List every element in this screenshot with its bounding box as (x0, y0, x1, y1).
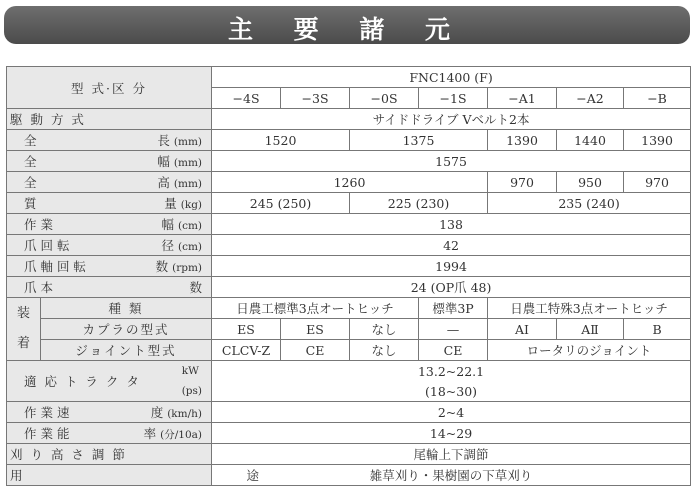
coupler-value: なし (350, 319, 419, 340)
variant-label: −3S (281, 88, 350, 109)
table-row (7, 151, 691, 172)
joint-value: CE (419, 340, 488, 361)
table-row (7, 465, 691, 486)
tractor-kw-value: 13.2~22.1 (212, 361, 691, 382)
title-banner (4, 6, 690, 44)
variant-label: −B (624, 88, 691, 109)
joint-value: CLCV-Z (212, 340, 281, 361)
height-value: 970 (624, 172, 691, 193)
height-value: 1260 (212, 172, 488, 193)
row-label-length: 全 長 (mm) (7, 130, 212, 151)
row-label-tractor: 適 応 ト ラ ク タ kW (ps) (7, 361, 212, 402)
variant-label: −0S (350, 88, 419, 109)
length-value: 1440 (557, 130, 624, 151)
coupler-value: AⅡ (557, 319, 624, 340)
row-label-claw-radius: 爪 回 転 径 (cm) (7, 235, 212, 256)
efficiency-value: 14~29 (212, 423, 691, 444)
page-title: 主 要 諸 元 (227, 15, 467, 44)
table-row (7, 256, 691, 277)
variant-label: −4S (212, 88, 281, 109)
table-row (7, 172, 691, 193)
length-value: 1375 (350, 130, 488, 151)
usage-value: 雑草刈り・果樹園の下草刈り (212, 465, 691, 486)
variant-label: −A1 (488, 88, 557, 109)
row-label-efficiency: 作 業 能 率 (分/10a) (7, 423, 212, 444)
mass-value: 245 (250) (212, 193, 350, 214)
model-name: FNC1400 (F) (212, 67, 691, 88)
joint-value: CE (281, 340, 350, 361)
variant-label: −1S (419, 88, 488, 109)
claw-radius-value: 42 (212, 235, 691, 256)
speed-value: 2~4 (212, 402, 691, 423)
hitch-type-value: 日農工標準3点オートヒッチ (212, 298, 419, 319)
table-row (7, 361, 691, 382)
coupler-value: AⅠ (488, 319, 557, 340)
claw-count-value: 24 (OP爪 48) (212, 277, 691, 298)
table-row (7, 319, 691, 340)
row-label-speed: 作 業 速 度 (km/h) (7, 402, 212, 423)
height-value: 950 (557, 172, 624, 193)
width-value: 1575 (212, 151, 691, 172)
mass-value: 225 (230) (350, 193, 488, 214)
row-label-height: 全 高 (mm) (7, 172, 212, 193)
row-label-shaft-speed: 爪 軸 回 転 数 (rpm) (7, 256, 212, 277)
coupler-value: B (624, 319, 691, 340)
table-row (7, 193, 691, 214)
coupler-value: — (419, 319, 488, 340)
table-row (7, 277, 691, 298)
table-row (7, 214, 691, 235)
row-label-width: 全 幅 (mm) (7, 151, 212, 172)
table-row (7, 130, 691, 151)
shaft-speed-value: 1994 (212, 256, 691, 277)
table-row (7, 402, 691, 423)
row-label-joint: ジョイント型式 (41, 340, 212, 361)
drive-value: サイドドライブ Vベルト2本 (212, 109, 691, 130)
joint-value: ロータリのジョイント (488, 340, 691, 361)
row-label-claw-count: 爪 本 数 (7, 277, 212, 298)
mass-value: 235 (240) (488, 193, 691, 214)
hitch-type-value: 標準3P (419, 298, 488, 319)
table-row (7, 109, 691, 130)
coupler-value: ES (212, 319, 281, 340)
joint-value: なし (350, 340, 419, 361)
row-label-work-width: 作 業 幅 (cm) (7, 214, 212, 235)
table-row (7, 340, 691, 361)
row-label-coupler: カプラの型式 (41, 319, 212, 340)
table-row (7, 235, 691, 256)
hitch-type-value: 日農工特殊3点オートヒッチ (488, 298, 691, 319)
table-row (7, 444, 691, 465)
length-value: 1390 (488, 130, 557, 151)
row-label-mass: 質 量 (kg) (7, 193, 212, 214)
row-label-usage: 用 途 (7, 465, 212, 486)
variant-label: −A2 (557, 88, 624, 109)
length-value: 1520 (212, 130, 350, 151)
row-label-drive: 駆 動 方 式 (7, 109, 212, 130)
coupler-value: ES (281, 319, 350, 340)
table-row (7, 298, 691, 319)
length-value: 1390 (624, 130, 691, 151)
spec-table (6, 66, 691, 486)
height-value: 970 (488, 172, 557, 193)
table-row (7, 67, 691, 88)
row-label-hitch-type: 種 類 (41, 298, 212, 319)
mount-group-label: 装着 (7, 298, 41, 361)
row-label-cut-height: 刈 り 高 さ 調 節 (7, 444, 212, 465)
table-row (7, 423, 691, 444)
header-label: 型 式·区 分 (7, 67, 212, 109)
tractor-ps-value: (18~30) (212, 381, 691, 402)
cut-height-value: 尾輪上下調節 (212, 444, 691, 465)
work-width-value: 138 (212, 214, 691, 235)
